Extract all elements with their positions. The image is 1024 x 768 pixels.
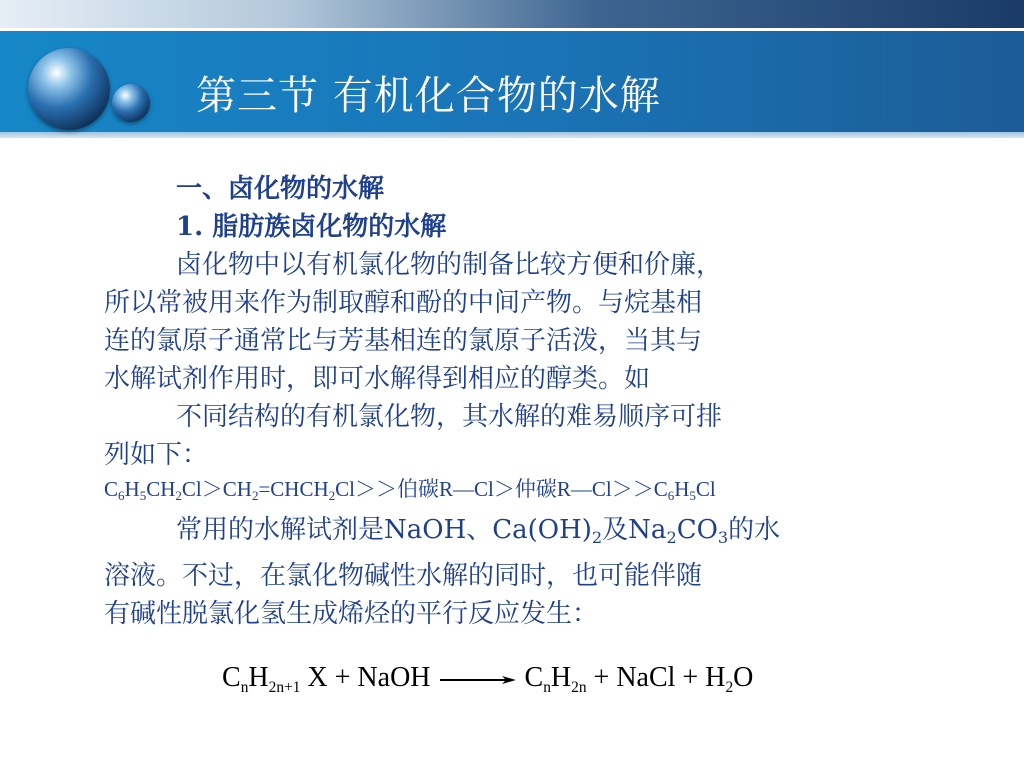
formula-text: Cl＞＞伯碳R—Cl＞仲碳R—Cl＞＞C [335,477,668,501]
paragraph-text: CO [676,515,718,546]
paragraph-line: 溶液。不过，在氯化物碱性水解的同时，也可能伴随 [104,561,703,592]
subscript: 3 [717,528,729,548]
paragraph-line: 列如下： [104,440,209,470]
subscript: 2 [251,488,259,504]
subscript: 2 [666,528,677,548]
paragraph-text: 及Na [602,515,667,546]
subscript: 5 [139,488,147,504]
subscript: 2n [571,679,587,697]
top-gradient-bar [0,0,1024,28]
formula-text: CH [146,477,176,501]
paragraph-line: 所以常被用来作为制取醇和酚的中间产物。与烷基相 [104,288,703,318]
subscript: 2 [328,488,336,504]
subscript: n [543,679,551,697]
equation-text: H [550,662,572,693]
section-heading: 一、卤化物的水解 [176,174,385,204]
equation-text: X + NaOH [300,662,438,693]
paragraph-line: 连的氯原子通常比与芳基相连的氯原子活泼，当其与 [104,326,703,356]
equation-text: C [517,662,544,693]
paragraph-line: 有碱性脱氯化氢生成烯烃的平行反应发生： [104,599,599,630]
paragraph-text: 常用的水解试剂是NaOH、Ca(OH) [176,515,592,546]
paragraph-line: 水解试剂作用时，即可水解得到相应的醇类。如 [104,364,651,394]
subscript: 2n+1 [268,679,301,697]
formula-text: Cl＞CH [181,477,252,501]
subscript: 2 [591,528,603,548]
subscript: 5 [689,488,696,504]
equation-text: O [733,662,754,693]
reaction-arrow-icon [438,673,518,687]
formula-text: H [674,477,690,501]
subscript: 6 [667,488,675,504]
reactivity-order-formula [104,474,924,511]
formula-text: C [104,477,119,501]
paragraph-line [104,511,924,557]
formula-text: H [124,477,140,501]
paragraph-line: 不同结构的有机氯化物，其水解的难易顺序可排 [176,402,723,432]
slide-title: 第三节 有机化合物的水解 [196,73,661,119]
subscript: n [240,679,249,697]
paragraph-line: 卤化物中以有机氯化物的制备比较方便和价廉， [176,250,723,280]
reaction-equation [222,662,862,706]
paragraph-text: 的水 [728,515,781,546]
subscript: 2 [175,488,182,504]
decorative-sphere-small [112,84,150,122]
subsection-heading: 1. 脂肪族卤化物的水解 [176,212,447,242]
equation-text: C [222,662,241,693]
banner-bottom-edge [0,132,1024,138]
subscript: 6 [118,488,125,504]
equation-text: + NaCl + H [586,662,726,693]
formula-text: =CHCH [258,477,329,501]
decorative-sphere-large [28,48,110,130]
formula-text: Cl [695,477,716,501]
equation-text: H [248,662,269,693]
subscript: 2 [725,679,734,697]
slide-body [104,170,924,633]
